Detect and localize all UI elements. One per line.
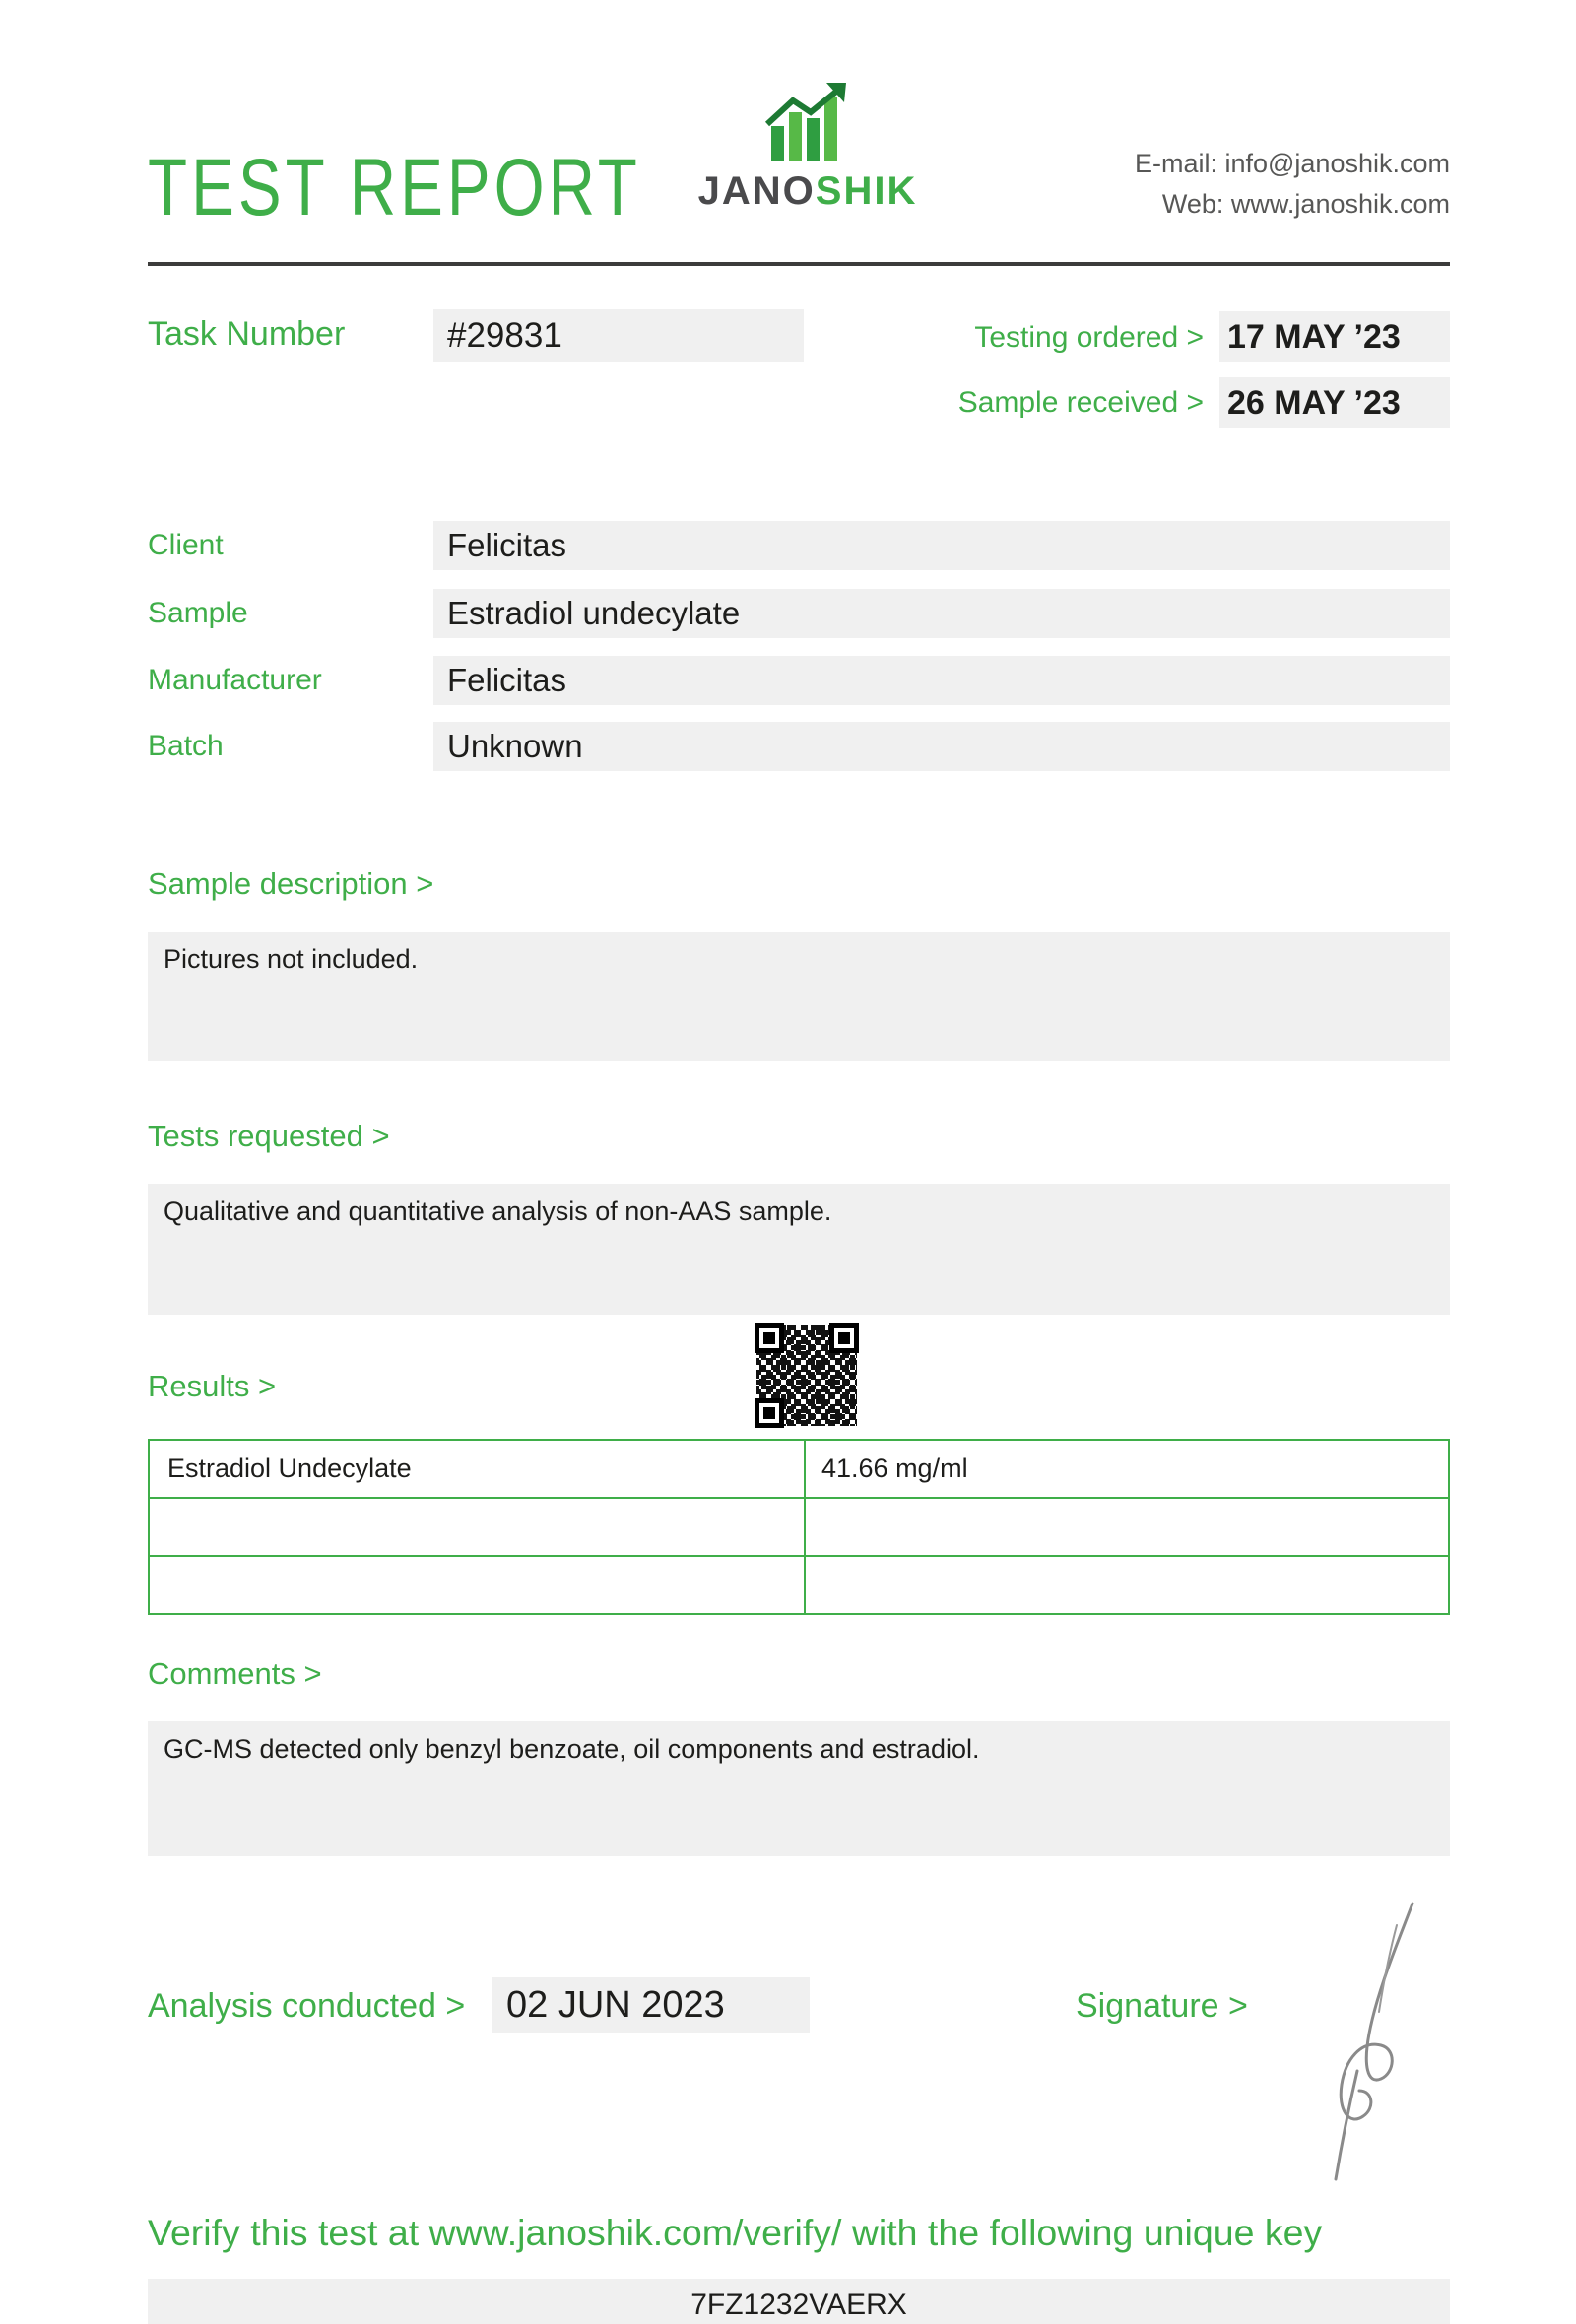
sample-description-body: Pictures not included.	[148, 932, 1450, 1061]
batch-label: Batch	[148, 730, 224, 762]
info-row-sample	[0, 589, 1576, 638]
tests-requested-body: Qualitative and quantitative analysis of non-AAS sample.	[148, 1184, 1450, 1315]
info-row-client	[0, 521, 1576, 570]
result-concentration	[806, 1557, 1448, 1613]
verify-key: 7FZ1232VAERX	[148, 2279, 1450, 2324]
verify-instruction: Verify this test at www.janoshik.com/verify/ with the following unique key	[148, 2212, 1323, 2253]
testing-ordered-value: 17 MAY ’23	[1219, 311, 1450, 362]
results-table-row	[150, 1441, 1448, 1499]
analysis-conducted-date: 02 JUN 2023	[492, 1977, 810, 2033]
comments-body: GC-MS detected only benzyl benzoate, oil components and estradiol.	[148, 1721, 1450, 1856]
batch-value: Unknown	[433, 722, 1450, 771]
logo-wordmark-part2: SHIK	[815, 169, 918, 213]
task-number-label: Task Number	[148, 315, 346, 353]
header-divider	[148, 262, 1450, 266]
contact-email: E-mail: info@janoshik.com	[1134, 149, 1450, 178]
logo-bar-chart-icon	[763, 81, 854, 167]
logo-wordmark-part1: JANO	[697, 169, 816, 213]
analysis-conducted-label: Analysis conducted >	[148, 1987, 466, 2025]
results-heading: Results >	[148, 1369, 277, 1403]
page-title: TEST REPORT	[148, 143, 641, 232]
signature-icon	[1298, 1896, 1436, 2186]
info-row-manufacturer	[0, 656, 1576, 705]
sample-label: Sample	[148, 597, 248, 629]
task-number-value: #29831	[433, 309, 804, 362]
sample-description-heading: Sample description >	[148, 867, 434, 901]
result-substance	[150, 1557, 806, 1613]
tests-requested-heading: Tests requested >	[148, 1119, 390, 1153]
sample-value: Estradiol undecylate	[433, 589, 1450, 638]
results-table-row	[150, 1557, 1448, 1613]
contact-info	[1135, 144, 1450, 225]
results-table	[148, 1439, 1450, 1615]
qr-finder-bottom-left	[755, 1398, 784, 1428]
sample-received-label: Sample received >	[957, 386, 1204, 419]
client-label: Client	[148, 529, 224, 561]
contact-web: Web: www.janoshik.com	[1161, 189, 1450, 219]
client-value: Felicitas	[433, 521, 1450, 570]
logo-wordmark	[680, 169, 936, 214]
results-table-row	[150, 1499, 1448, 1557]
qr-code-icon	[753, 1322, 861, 1430]
info-row-batch	[0, 722, 1576, 771]
manufacturer-label: Manufacturer	[148, 664, 322, 696]
qr-finder-top-left	[755, 1323, 784, 1353]
manufacturer-value: Felicitas	[433, 656, 1450, 705]
testing-ordered-label: Testing ordered >	[974, 321, 1204, 354]
result-substance	[150, 1499, 806, 1555]
comments-heading: Comments >	[148, 1656, 322, 1691]
qr-finder-top-right	[829, 1323, 859, 1353]
result-concentration	[806, 1499, 1448, 1555]
signature-label: Signature >	[1076, 1987, 1248, 2025]
result-substance: Estradiol Undecylate	[150, 1441, 806, 1497]
sample-received-value: 26 MAY ’23	[1219, 377, 1450, 428]
result-concentration: 41.66 mg/ml	[821, 1453, 968, 1483]
